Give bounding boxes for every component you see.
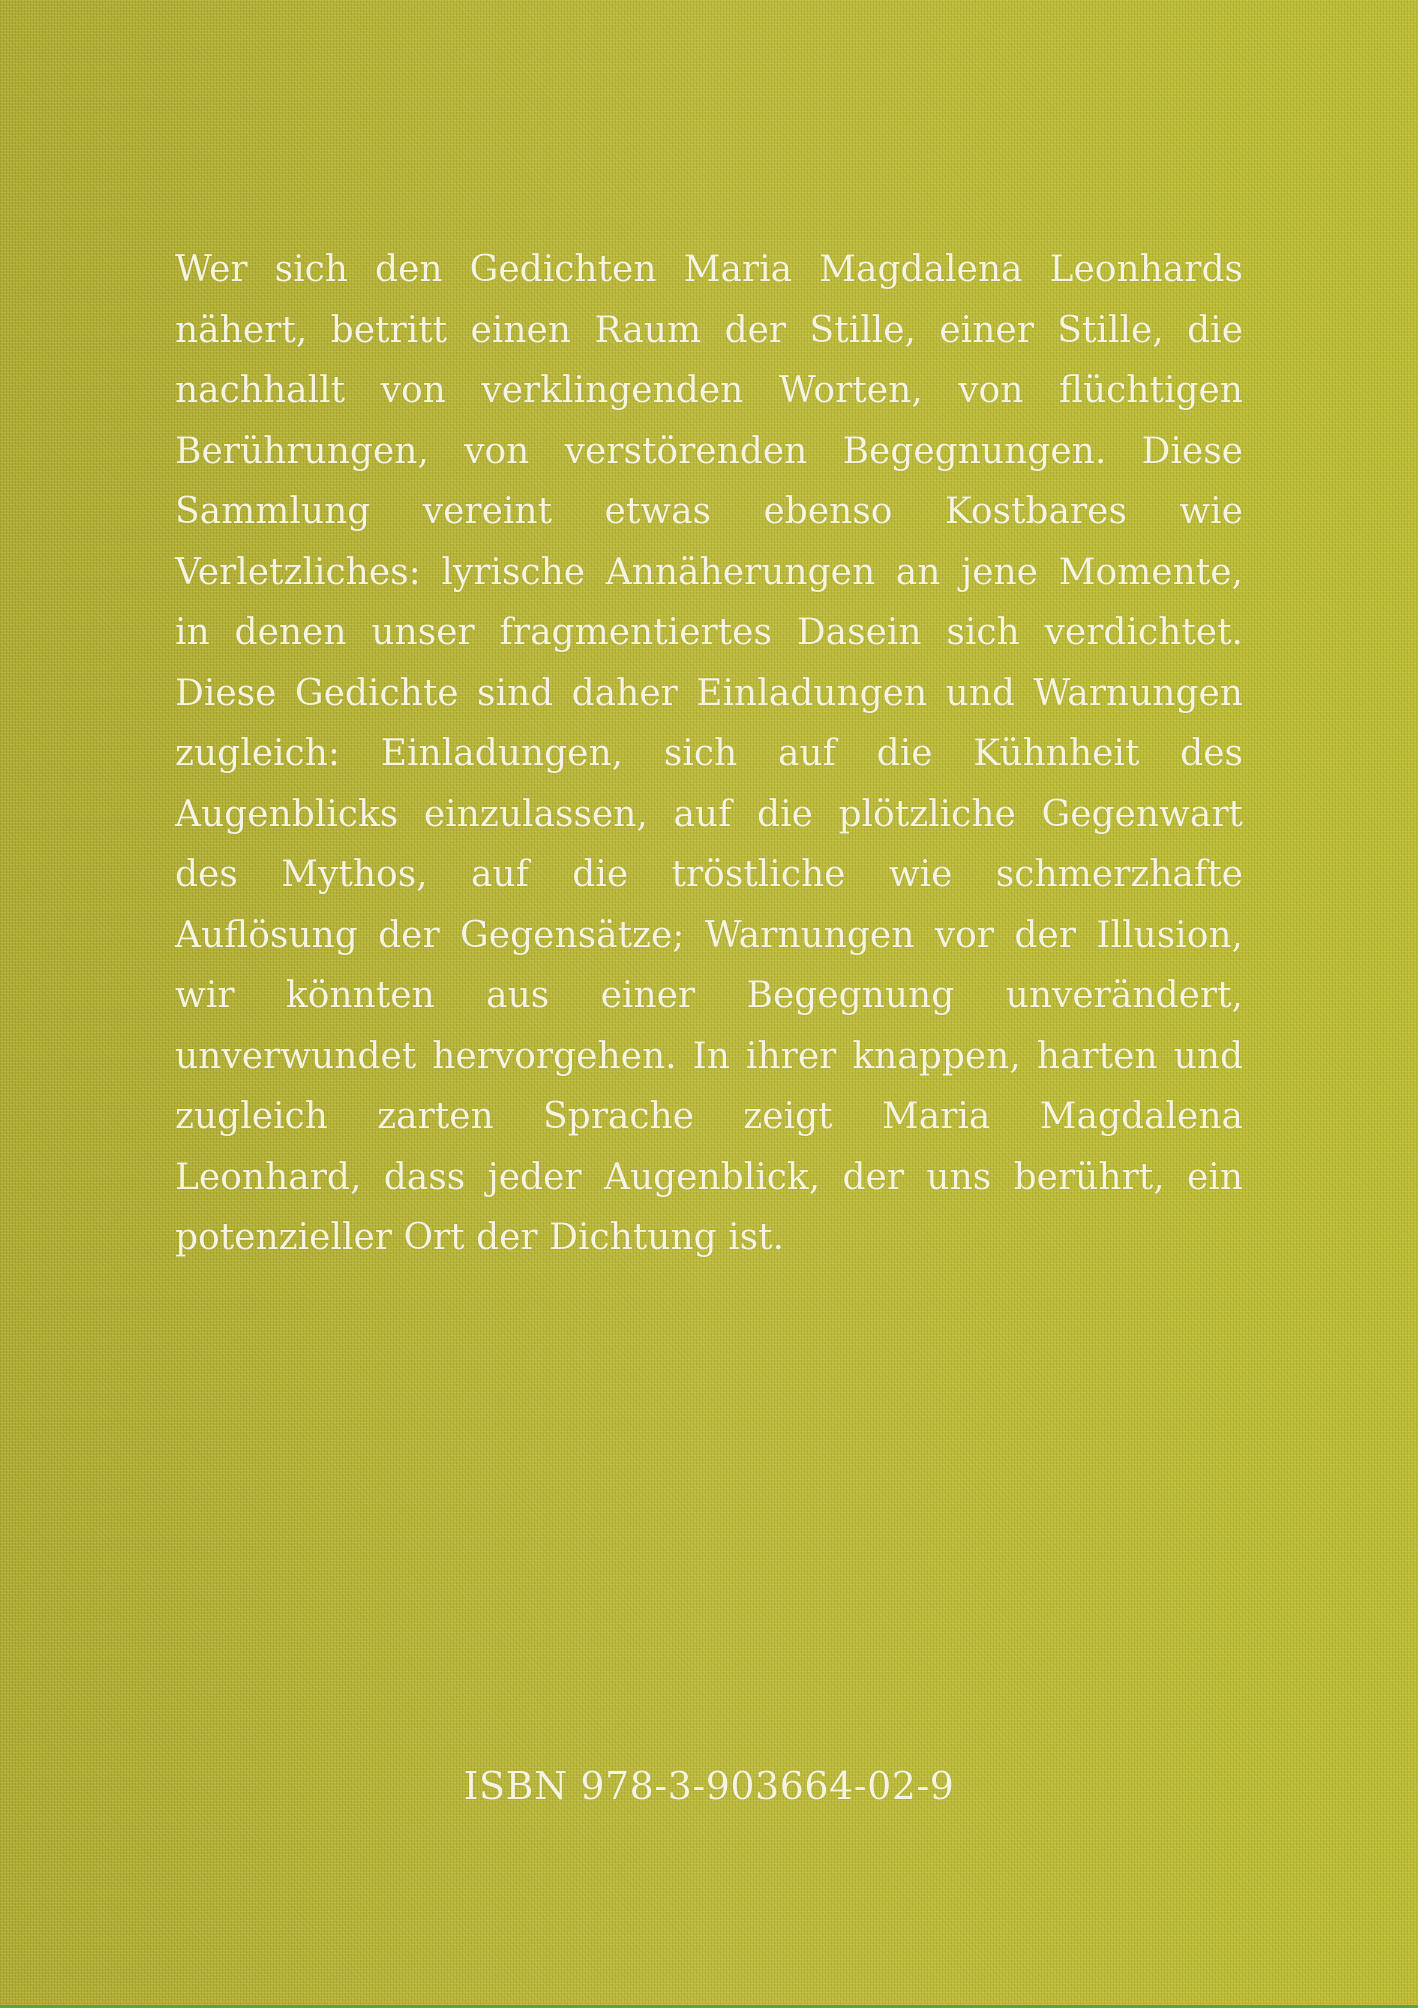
isbn-label: ISBN 978-3-903664-02-9 bbox=[463, 1764, 955, 1808]
blurb-text: Wer sich den Gedichten Maria Magdalena Leonhards nähert, betritt einen Raum der Stille, einer Stille, die nachhallt von verklingenden Worten, von flüchtigen Berührungen, von verstörenden Begegnungen. Diese Sammlung vereint etwas ebenso Kostbares wie Verletzliches: lyrische Annäherungen an jene Momente, in denen unser fragmentiertes Dasein sich verdichtet. Diese Gedichte sind daher Einladungen und Warnungen zugleich: Einladungen, sich auf die Kühnheit des Augenblicks einzulassen, auf die plötzliche Gegenwart des Mythos, auf die tröstliche wie schmerzhafte Auflösung der Gegensätze; Warnungen vor der Illusion, wir könnten aus einer Begegnung unverändert, unverwundet hervorgehen. In ihrer knappen, harten und zugleich zarten Sprache zeigt Maria Magdalena Leonhard, dass jeder Augenblick, der uns berührt, ein potenzieller Ort der Dichtung ist. bbox=[175, 249, 1243, 1258]
